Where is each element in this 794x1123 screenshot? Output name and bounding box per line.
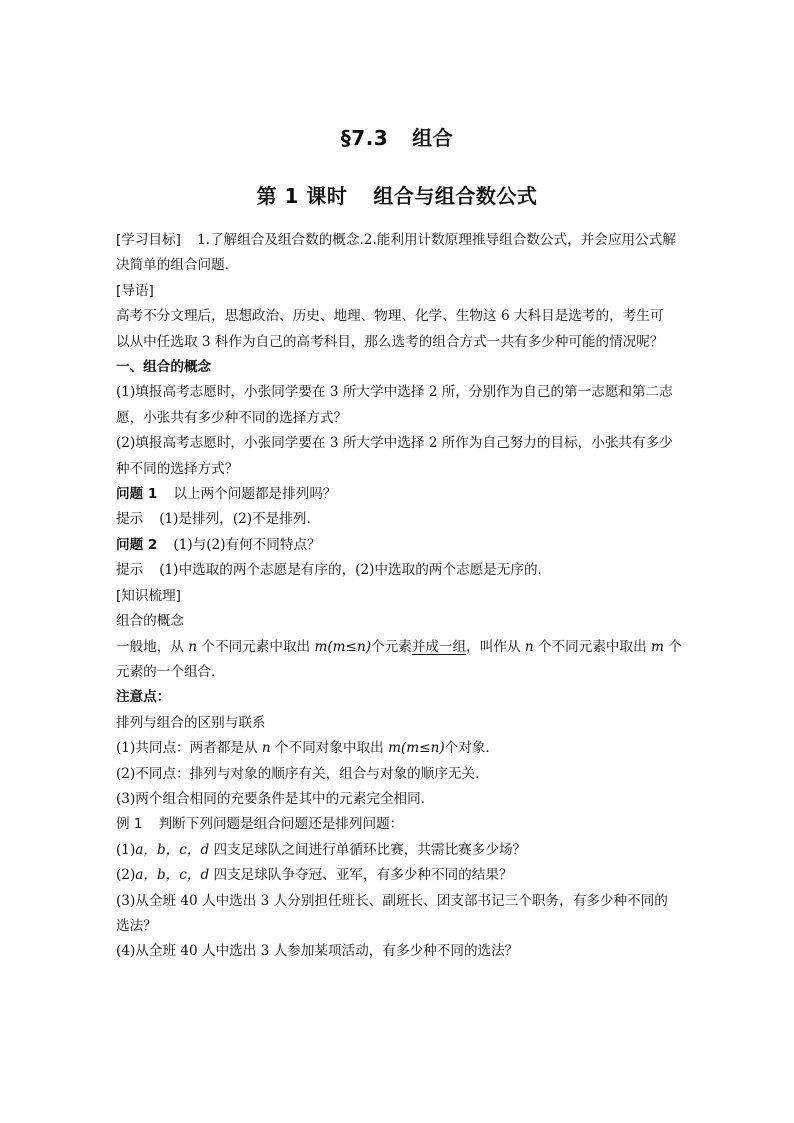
example-item: (1)a，b，c，d 四支足球队之间进行单循环比赛，共需比赛多少场？ <box>116 841 527 858</box>
definition: 一般地，从 n 个不同元素中取出 m(m≤n)个元素并成一组，叫作从 n 个不同元素中取出 m 个 <box>116 638 682 655</box>
intro-line: 以从中任选取 3 科作为自己的高考科目，那么选考的组合方式一共有多少种可能的情况呢？ <box>116 333 664 350</box>
note-3: (3)两个组合相同的充要条件是其中的元素完全相同． <box>116 790 435 807</box>
hint-1: 提示 (1)是排列，(2)不是排列． <box>116 511 321 528</box>
example-item: (2)a，b，c，d 四支足球队争夺冠、亚军，有多少种不同的结果？ <box>116 867 513 884</box>
example-item: (3)从全班 40 人中选出 3 人分别担任班长、副班长、团支部书记三个职务，有多少种不同的 <box>116 892 668 909</box>
lesson-title <box>0 180 794 209</box>
notes-title: 注意点： <box>116 689 171 706</box>
underlined-term: 并成一组 <box>411 638 467 655</box>
example-item: (4)从全班 40 人中选出 3 人参加某项活动，有多少种不同的选法？ <box>116 943 519 960</box>
question-line: (1)填报高考志愿时，小张同学要在 3 所大学中选择 2 所，分别作为自己的第一志愿和第二志 <box>116 384 673 401</box>
section-title <box>0 122 794 151</box>
intro-tag: [导语] <box>116 282 154 299</box>
problem-1: 问题 1 以上两个问题都是排列吗？ <box>116 486 337 503</box>
objectives-paragraph: [学习目标] 1.了解组合及组合数的概念.2.能利用计数原理推导组合数公式，并会应用公式解 <box>116 232 676 248</box>
section-number: §7.3 <box>340 126 389 150</box>
objectives-tag: [学习目标] <box>116 232 181 248</box>
knowledge-tag: [知识梳理] <box>116 587 181 604</box>
part1-heading: 一、组合的概念 <box>116 359 212 376</box>
section-name: 组合 <box>412 126 454 150</box>
intro-line: 高考不分文理后，思想政治、历史、地理、物理、化学、生物这 6 大科目是选考的，考生可 <box>116 308 664 325</box>
hint-2: 提示 (1)中选取的两个志愿是有序的，(2)中选取的两个志愿是无序的． <box>116 562 552 579</box>
problem-2: 问题 2 (1)与(2)有何不同特点？ <box>116 536 321 553</box>
question-line: (2)填报高考志愿时，小张同学要在 3 所大学中选择 2 所作为自己努力的目标，小张共有多少 <box>116 435 673 452</box>
body-text: [学习目标] 1.了解组合及组合数的概念.2.能利用计数原理推导组合数公式，并会应用公式解 决简单的组合问题． [导语] 高考不分文理后，思想政治、历史、地理、物理、化学、生物这 6 大科目是选考的，考生可 以从中任选取 3 科作为自己的高考科目，那么选考的组合方式一共有多少种可能的情况呢？ 一、组合的概念 (1)填报高考志愿时，小张同学要在 3 所大学中选择 2 所，分别作为自己的第一志愿和第二志 愿，小张共有多少种不同的选择方式？ (2)填报高考志愿时，小张同学要在 3 所大学中选择 2 所作为自己努力的目标，小张共有多少 种不同的选择方式？ 问题 1 以上两个问题都是排列吗？ 提示 (1)是排列，(2)不是排列． 问题 2 (1)与(2)有何不同特点？ 提示 (1)中选取的两个志愿是有序的，(2)中选取的两个志愿是无序的． [知识梳理] 组合的概念 一般地，从 n 个不同元素中取出 m(m≤n)个元素并成一组，叫作从 n 个不同元素中取出 m 个 元素的一个组合． 注意点： 排列与组合的区别与联系 (1)共同点：两者都是从 n 个不同对象中取出 m(m≤n)个对象． (2)不同点：排列与对象的顺序有关，组合与对象的顺序无关． (3)两个组合相同的充要条件是其中的元素完全相同． 例 1 判断下列问题是组合问题还是排列问题： (1)a，b，c，d 四支足球队之间进行单循环比赛，共需比赛多少场？ (2)a，b，c，d 四支足球队争夺冠、亚军，有多少种不同的结果？ (3)从全班 40 人中选出 3 人分别担任班长、副班长、团支部书记三个职务，有多少种不同的 选法？ (4)从全班 40 人中选出 3 人参加某项活动，有多少种不同的选法？ <box>116 228 686 965</box>
example-1: 例 1 判断下列问题是组合问题还是排列问题： <box>116 816 404 833</box>
note-2: (2)不同点：排列与对象的顺序有关，组合与对象的顺序无关． <box>116 765 489 782</box>
note-1: (1)共同点：两者都是从 n 个不同对象中取出 m(m≤n)个对象． <box>116 740 500 757</box>
question-line: 愿，小张共有多少种不同的选择方式？ <box>116 409 348 426</box>
question-line: 种不同的选择方式？ <box>116 460 239 477</box>
notes-subtitle: 排列与组合的区别与联系 <box>116 714 266 731</box>
lesson-name: 组合与组合数公式 <box>373 184 538 208</box>
lesson-number: 第 1 课时 <box>256 184 348 208</box>
concept-title: 组合的概念 <box>116 613 184 630</box>
